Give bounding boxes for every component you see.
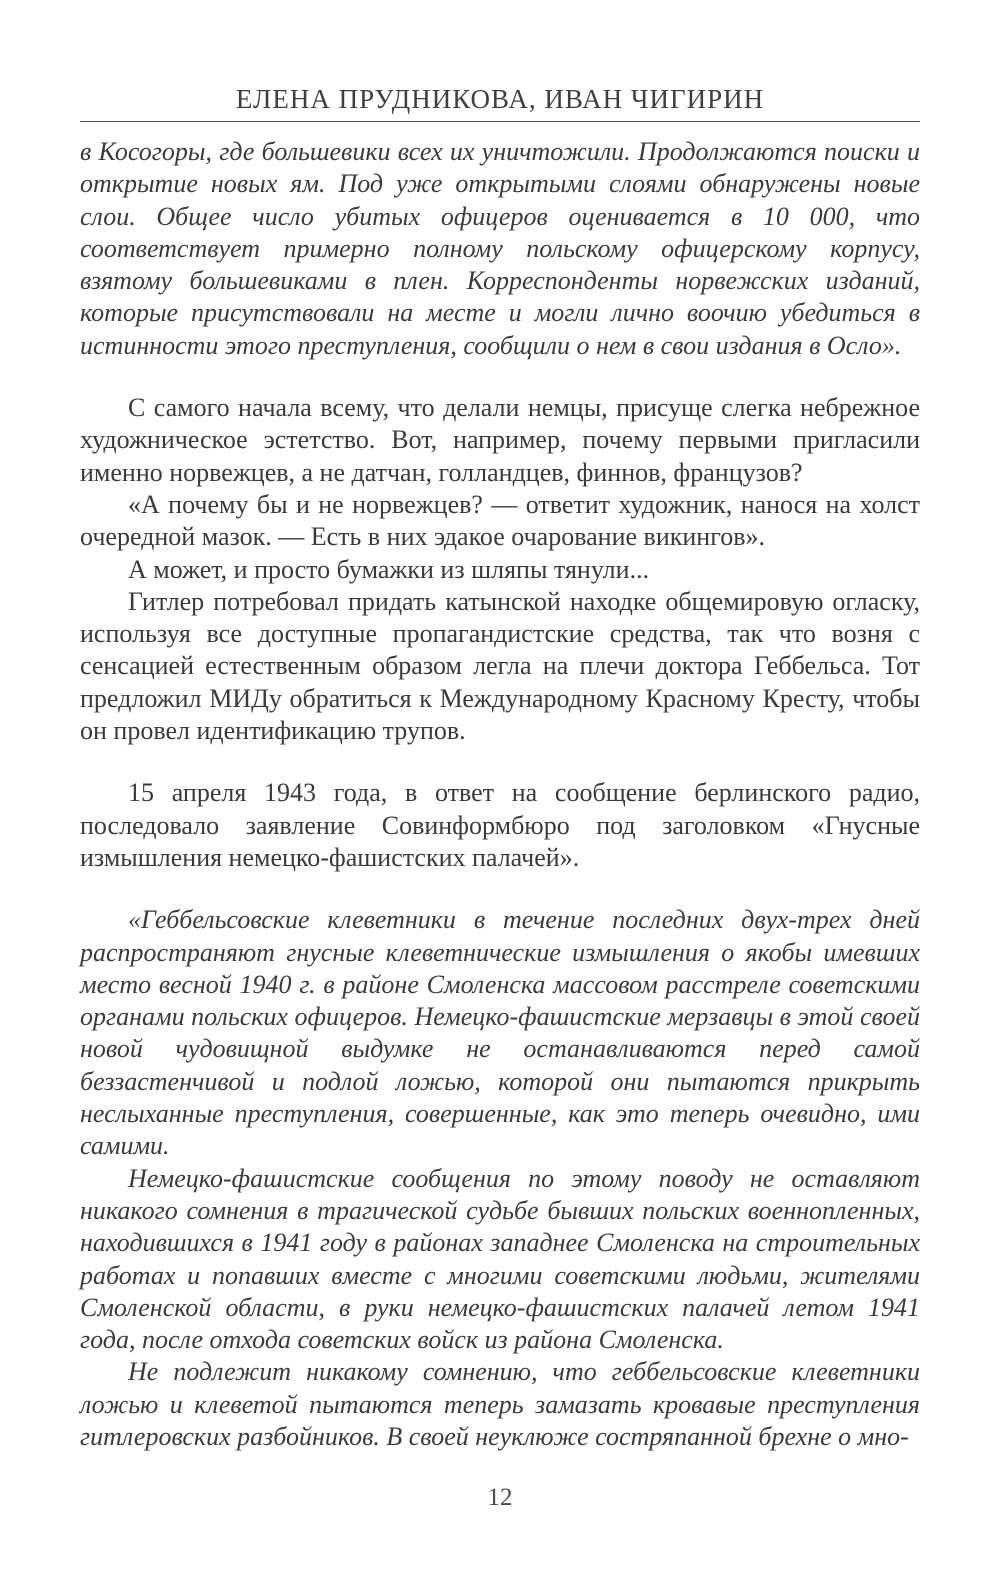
quote-paragraph: Немецко-фашистские сообщения по этому поводу не оставляют никакого сомнения в трагической судьбе бывших польских военнопленных, находившихся в 1941 году в районах западнее Смоленска на строительных работах и попавших вместе с многими советскими людьми, жителями Смоленской области, в руки немецко-фашистских палачей летом 1941 года, после отхода советских войск из района Смоленска. — [80, 1163, 920, 1355]
quote-paragraph: «Геббельсовские клеветники в течение последних двух-трех дней распространяют гнусные клеветнические измышления о якобы имевших место весной 1940 г. в районе Смоленска массовом расстреле советскими органами польских офицеров. Немецко-фашистские мерзавцы в этой своей новой чудовищной выдумке не останавливаются перед самой беззастенчивой и подлой ложью, которой они пытаются прикрыть неслыханные преступления, совершенные, как это теперь очевидно, ими самими. — [80, 905, 920, 1161]
page-number: 12 — [487, 1484, 513, 1511]
body-paragraph: А может, и просто бумажки из шляпы тянули... — [128, 554, 650, 584]
body-paragraph: «А почему бы и не норвежцев? — ответит художник, нанося на холст очередной мазок. — Есть в них эдакое очарование викингов». — [80, 489, 920, 552]
header-rule — [80, 121, 920, 122]
quote-continuation-paragraph: в Косогоры, где большевики всех их уничтожили. Продолжаются поиски и открытие новых ям. Под уже открытыми слоями обнаружены новые слои. Общее число убитых офицеров оценивается в 10 000, что соответствует примерно полному польскому офицерскому корпусу, взятому большевиками в плен. Корреспонденты норвежских изданий, которые присутствовали на месте и могли лично воочию убедиться в истинности этого преступления, сообщили о нем в свои издания в Осло». — [80, 137, 920, 360]
quote-paragraph: Не подлежит никакому сомнению, что геббельсовские клеветники ложью и клеветой пытаются теперь замазать кровавые преступления гитлеровских разбойников. В своей неуклюже состряпанной брехне о мно- — [80, 1357, 920, 1451]
body-paragraph: Гитлер потребовал придать катынской находке общемировую огласку, используя все доступные пропагандистские средства, так что возня с сенсацией естественным образом легла на плечи доктора Геббельса. Тот предложил МИДу обратиться к Международному Красному Кресту, чтобы он провел идентификацию трупов. — [80, 586, 920, 746]
text-block — [80, 136, 920, 1453]
body-paragraph: 15 апреля 1943 года, в ответ на сообщение берлинского радио, последовало заявление Совинформбюро под заголовком «Гнусные измышления немецко-фашистских палачей». — [80, 778, 920, 872]
running-head: ЕЛЕНА ПРУДНИКОВА, ИВАН ЧИГИРИН — [235, 84, 765, 114]
body-paragraph: С самого начала всему, что делали немцы, присуще слегка небрежное художническое эстетство. Вот, например, почему первыми пригласили именно норвежцев, а не датчан, голландцев, финнов, французов? — [80, 393, 920, 487]
